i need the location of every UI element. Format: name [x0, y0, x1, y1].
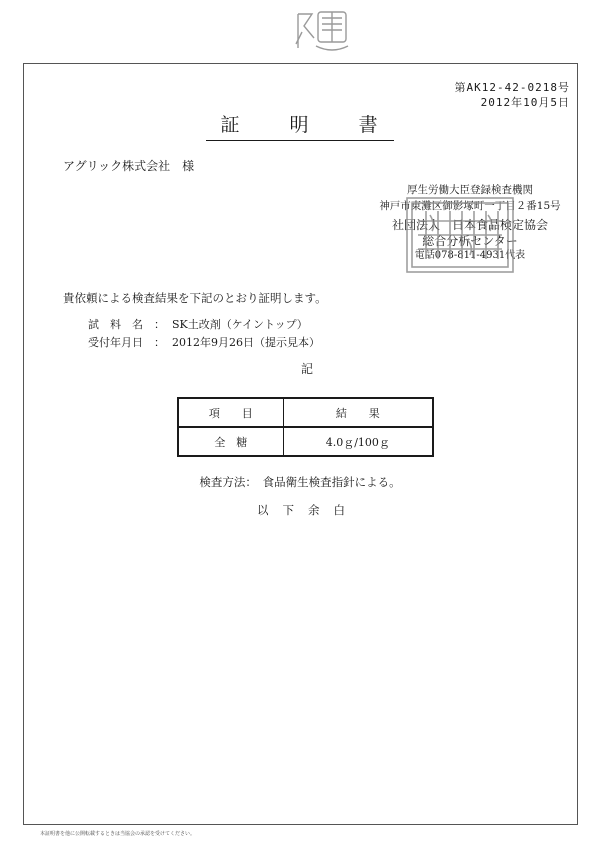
document-number: 第AK12-42-0218号: [454, 81, 570, 94]
sample-value: SK土改剤（ケイントップ）: [172, 318, 308, 331]
issuer-tel: 電話078-811-4931代表: [414, 250, 526, 261]
table-row: [178, 427, 433, 456]
document-date: 2012年10月5日: [480, 96, 570, 109]
item-cell: 全 糖: [178, 427, 283, 456]
sample-info: [88, 316, 320, 352]
sample-row: [88, 316, 320, 334]
header-item: 項 目: [178, 398, 283, 427]
result-cell: 4.0ｇ/100ｇ: [283, 427, 433, 456]
issuer-registration: 厚生労働大臣登録検査機関: [407, 184, 533, 196]
received-value: 2012年9月26日（提示見本）: [172, 336, 320, 349]
document-header-right: [455, 80, 570, 110]
ki-heading: 記: [300, 362, 313, 376]
closing-note: 以下余白: [257, 503, 359, 517]
footnote: 本証明書を他に公開転載するときは当協会の承認を受けてください。: [40, 831, 196, 837]
results-table: [177, 397, 434, 457]
issuer-address: 神戸市東灘区御影塚町一丁目２番15号: [379, 200, 561, 212]
header-result: 結 果: [283, 398, 433, 427]
received-label: 受付年月日 ：: [88, 336, 165, 349]
test-method: 検査方法： 食品衛生検査指針による。: [199, 475, 401, 489]
page-title: 証 明 書: [206, 110, 393, 141]
issuer-center: 総合分析センター: [422, 234, 518, 248]
sample-label: 試 料 名 ：: [88, 318, 165, 331]
stamp-icon: [404, 195, 516, 275]
addressee: アグリック株式会社 様: [63, 159, 195, 173]
issuer-association: 社団法人 日本食品検定協会: [391, 218, 548, 232]
certification-statement: 貴依頼による検査結果を下記のとおり証明します。: [63, 291, 327, 305]
seal-icon: [292, 8, 352, 54]
title-block: [0, 110, 600, 141]
table-header-row: [178, 398, 433, 427]
received-row: [88, 334, 320, 352]
